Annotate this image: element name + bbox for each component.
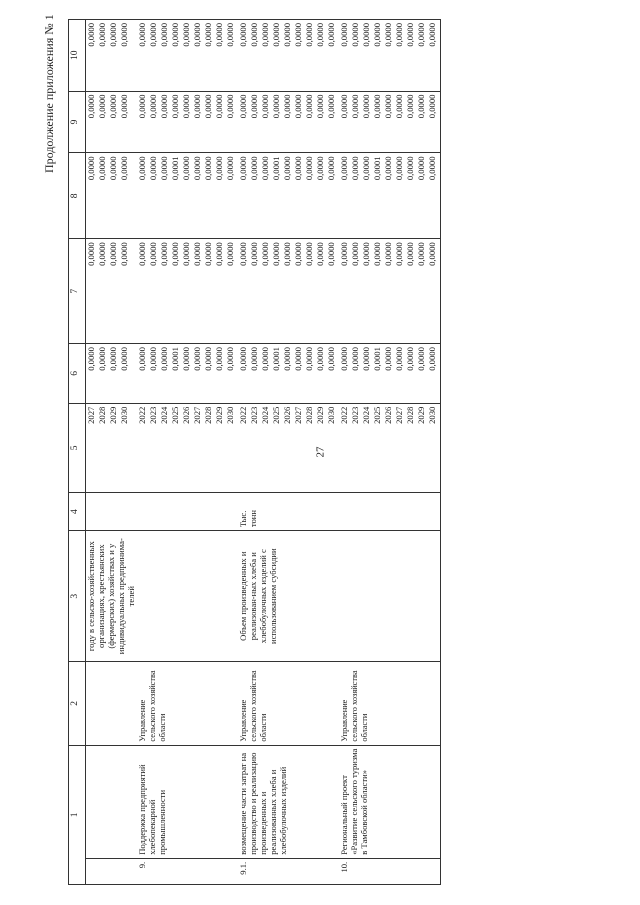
year-value: 2029 bbox=[214, 406, 225, 424]
year-value: 2030 bbox=[225, 406, 236, 424]
numeric-value: 0,0000 bbox=[225, 156, 236, 181]
unit-of-measure bbox=[339, 493, 441, 531]
numeric-value: 0,0000 bbox=[97, 242, 107, 266]
numeric-value: 0,0001 bbox=[170, 156, 181, 181]
numeric-value: 0,0000 bbox=[383, 242, 394, 266]
numeric-value: 0,0000 bbox=[339, 242, 350, 266]
numeric-value: 0,0000 bbox=[383, 23, 394, 47]
unit-of-measure bbox=[86, 493, 138, 531]
appendix-label: Продолжение приложения № 1 bbox=[42, 14, 56, 173]
year-value: 2027 bbox=[192, 406, 203, 424]
numeric-value: 0,0000 bbox=[361, 94, 372, 119]
year-value: 2024 bbox=[260, 406, 271, 424]
numeric-value: 0,0000 bbox=[249, 94, 260, 119]
numeric-value: 0,0000 bbox=[350, 23, 361, 47]
numeric-value: 0,0000 bbox=[238, 156, 249, 181]
numeric-value: 0,0000 bbox=[282, 23, 293, 47]
numeric-value: 0,0000 bbox=[405, 242, 416, 266]
numeric-value: 0,0000 bbox=[203, 94, 214, 119]
numeric-value: 0,0000 bbox=[238, 347, 249, 371]
row-number: 9. bbox=[137, 858, 238, 884]
year-value: 2026 bbox=[282, 406, 293, 424]
numeric-value: 0,0000 bbox=[137, 347, 148, 371]
numeric-value: 0,0000 bbox=[383, 94, 394, 119]
numeric-value: 0,0000 bbox=[304, 242, 315, 266]
value-column-9 bbox=[86, 91, 138, 153]
numeric-value: 0,0000 bbox=[282, 242, 293, 266]
numeric-value: 0,0000 bbox=[394, 347, 405, 371]
value-column-9 bbox=[137, 91, 238, 153]
numeric-value: 0,0000 bbox=[339, 156, 350, 181]
numeric-value: 0,0000 bbox=[203, 156, 214, 181]
numeric-value: 0,0000 bbox=[170, 242, 181, 266]
numeric-value: 0,0000 bbox=[326, 242, 337, 266]
responsible-executor: Управление сельского хозяйства области bbox=[137, 662, 238, 745]
year-value: 2023 bbox=[350, 406, 361, 424]
col-header-2: 2 bbox=[69, 662, 86, 745]
numeric-value: 0,0000 bbox=[416, 23, 427, 47]
numeric-value: 0,0000 bbox=[271, 94, 282, 119]
numeric-value: 0,0001 bbox=[271, 156, 282, 181]
numeric-value: 0,0000 bbox=[249, 156, 260, 181]
numeric-value: 0,0000 bbox=[148, 23, 159, 47]
numeric-value: 0,0000 bbox=[159, 347, 170, 371]
col-header-9: 9 bbox=[69, 91, 86, 153]
numeric-value: 0,0000 bbox=[214, 156, 225, 181]
numeric-value: 0,0000 bbox=[86, 156, 96, 181]
unit-of-measure: Тыс. тонн bbox=[238, 493, 339, 531]
numeric-value: 0,0000 bbox=[427, 156, 438, 181]
numeric-value: 0,0000 bbox=[108, 23, 118, 47]
numeric-value: 0,0000 bbox=[119, 242, 129, 266]
numeric-value: 0,0000 bbox=[159, 156, 170, 181]
numeric-value: 0,0000 bbox=[214, 23, 225, 47]
numeric-value: 0,0000 bbox=[282, 156, 293, 181]
col-header-4: 4 bbox=[69, 493, 86, 531]
numeric-value: 0,0000 bbox=[86, 242, 96, 266]
numeric-value: 0,0000 bbox=[249, 347, 260, 371]
col-header-10: 10 bbox=[69, 20, 86, 92]
value-column-8 bbox=[339, 153, 441, 239]
numeric-value: 0,0000 bbox=[339, 94, 350, 119]
numeric-value: 0,0000 bbox=[181, 23, 192, 47]
responsible-executor: Управление сельского хозяйства области bbox=[238, 662, 339, 745]
value-column-8 bbox=[86, 153, 138, 239]
year-value: 2022 bbox=[238, 406, 249, 424]
numeric-value: 0,0000 bbox=[214, 242, 225, 266]
numeric-value: 0,0000 bbox=[214, 94, 225, 119]
numeric-value: 0,0000 bbox=[394, 156, 405, 181]
numeric-value: 0,0000 bbox=[394, 23, 405, 47]
numeric-value: 0,0000 bbox=[383, 347, 394, 371]
numeric-value: 0,0000 bbox=[293, 23, 304, 47]
value-column-7 bbox=[339, 239, 441, 344]
numeric-value: 0,0000 bbox=[192, 23, 203, 47]
numeric-value: 0,0000 bbox=[260, 156, 271, 181]
value-column-7 bbox=[86, 239, 138, 344]
value-column-6 bbox=[137, 344, 238, 404]
numeric-value: 0,0000 bbox=[181, 242, 192, 266]
col-header-5: 5 bbox=[69, 403, 86, 492]
numeric-value: 0,0000 bbox=[181, 156, 192, 181]
measure-name bbox=[86, 745, 138, 858]
year-value: 2028 bbox=[203, 406, 214, 424]
measure-name: возмещение части затрат на производство и реализацию произведенных и реализованных хлеба и хлебобулочных изделий bbox=[238, 745, 339, 858]
year-value: 2028 bbox=[97, 406, 107, 424]
value-column-7 bbox=[238, 239, 339, 344]
measure-name: Поддержка предприятий хлебопекарной промышленности bbox=[137, 745, 238, 858]
numeric-value: 0,0000 bbox=[260, 347, 271, 371]
value-column-10 bbox=[238, 20, 339, 92]
numeric-value: 0,0000 bbox=[260, 94, 271, 119]
numeric-value: 0,0000 bbox=[225, 94, 236, 119]
numeric-value: 0,0000 bbox=[293, 156, 304, 181]
value-column-10 bbox=[339, 20, 441, 92]
numeric-value: 0,0000 bbox=[383, 156, 394, 181]
year-value: 2030 bbox=[119, 406, 129, 424]
numeric-value: 0,0000 bbox=[159, 23, 170, 47]
numeric-value: 0,0000 bbox=[260, 23, 271, 47]
indicator-table bbox=[68, 19, 441, 885]
numeric-value: 0,0000 bbox=[119, 347, 129, 371]
numeric-value: 0,0000 bbox=[350, 94, 361, 119]
numeric-value: 0,0000 bbox=[137, 94, 148, 119]
numeric-value: 0,0000 bbox=[315, 347, 326, 371]
numeric-value: 0,0000 bbox=[326, 156, 337, 181]
numeric-value: 0,0000 bbox=[304, 347, 315, 371]
value-column-7 bbox=[137, 239, 238, 344]
indicator-name bbox=[137, 531, 238, 662]
numeric-value: 0,0000 bbox=[315, 23, 326, 47]
numeric-value: 0,0000 bbox=[238, 23, 249, 47]
numeric-value: 0,0000 bbox=[119, 156, 129, 181]
numeric-value: 0,0000 bbox=[119, 23, 129, 47]
numeric-value: 0,0000 bbox=[416, 156, 427, 181]
numeric-value: 0,0001 bbox=[271, 347, 282, 371]
numeric-value: 0,0000 bbox=[225, 347, 236, 371]
col-header-6: 6 bbox=[69, 344, 86, 404]
numeric-value: 0,0000 bbox=[427, 23, 438, 47]
numeric-value: 0,0000 bbox=[361, 23, 372, 47]
numeric-value: 0,0000 bbox=[159, 242, 170, 266]
numeric-value: 0,0000 bbox=[416, 94, 427, 119]
numeric-value: 0,0000 bbox=[315, 242, 326, 266]
table-row bbox=[137, 20, 238, 885]
numeric-value: 0,0000 bbox=[249, 242, 260, 266]
numeric-value: 0,0000 bbox=[225, 23, 236, 47]
row-number: 9.1. bbox=[238, 858, 339, 884]
numeric-value: 0,0000 bbox=[293, 347, 304, 371]
col-header-8: 8 bbox=[69, 153, 86, 239]
numeric-value: 0,0000 bbox=[416, 347, 427, 371]
numeric-value: 0,0000 bbox=[97, 23, 107, 47]
numeric-value: 0,0001 bbox=[372, 156, 383, 181]
numeric-value: 0,0000 bbox=[304, 156, 315, 181]
numeric-value: 0,0000 bbox=[86, 94, 96, 119]
numeric-value: 0,0000 bbox=[339, 23, 350, 47]
year-value: 2026 bbox=[383, 406, 394, 424]
numeric-value: 0,0000 bbox=[86, 347, 96, 371]
year-value: 2024 bbox=[159, 406, 170, 424]
numeric-value: 0,0000 bbox=[148, 94, 159, 119]
numeric-value: 0,0000 bbox=[137, 242, 148, 266]
year-value: 2025 bbox=[372, 406, 383, 424]
indicator-name bbox=[339, 531, 441, 662]
numeric-value: 0,0000 bbox=[260, 242, 271, 266]
year-value: 2028 bbox=[405, 406, 416, 424]
numeric-value: 0,0000 bbox=[181, 94, 192, 119]
year-value: 2030 bbox=[427, 406, 438, 424]
year-value: 2024 bbox=[361, 406, 372, 424]
numeric-value: 0,0000 bbox=[97, 347, 107, 371]
numeric-value: 0,0000 bbox=[315, 94, 326, 119]
numeric-value: 0,0000 bbox=[225, 242, 236, 266]
year-value: 2027 bbox=[86, 406, 96, 424]
value-column-8 bbox=[238, 153, 339, 239]
year-value: 2023 bbox=[148, 406, 159, 424]
col-header-7: 7 bbox=[69, 239, 86, 344]
year-value: 2022 bbox=[339, 406, 350, 424]
numeric-value: 0,0000 bbox=[148, 347, 159, 371]
numeric-value: 0,0000 bbox=[416, 242, 427, 266]
numeric-value: 0,0000 bbox=[108, 94, 118, 119]
numeric-value: 0,0000 bbox=[293, 94, 304, 119]
indicator-name: Объем произведенных и реализован-ных хлеба и хлебобулочных изделий с использованием субсидии bbox=[238, 531, 339, 662]
numeric-value: 0,0000 bbox=[137, 23, 148, 47]
numeric-value: 0,0000 bbox=[326, 23, 337, 47]
year-value: 2027 bbox=[394, 406, 405, 424]
value-column-6 bbox=[86, 344, 138, 404]
numeric-value: 0,0000 bbox=[108, 242, 118, 266]
numeric-value: 0,0000 bbox=[271, 23, 282, 47]
numeric-value: 0,0000 bbox=[192, 156, 203, 181]
numeric-value: 0,0000 bbox=[372, 94, 383, 119]
column-header-row bbox=[69, 20, 86, 885]
numeric-value: 0,0000 bbox=[159, 94, 170, 119]
numeric-value: 0,0000 bbox=[339, 347, 350, 371]
numeric-value: 0,0000 bbox=[405, 23, 416, 47]
numeric-value: 0,0000 bbox=[108, 347, 118, 371]
numeric-value: 0,0000 bbox=[203, 347, 214, 371]
numeric-value: 0,0000 bbox=[405, 94, 416, 119]
numeric-value: 0,0000 bbox=[394, 242, 405, 266]
value-column-10 bbox=[86, 20, 138, 92]
numeric-value: 0,0000 bbox=[148, 242, 159, 266]
numeric-value: 0,0000 bbox=[372, 23, 383, 47]
row-number bbox=[86, 858, 138, 884]
numeric-value: 0,0000 bbox=[326, 94, 337, 119]
numeric-value: 0,0000 bbox=[119, 94, 129, 119]
numeric-value: 0,0000 bbox=[293, 242, 304, 266]
numeric-value: 0,0001 bbox=[170, 347, 181, 371]
year-value: 2026 bbox=[181, 406, 192, 424]
numeric-value: 0,0000 bbox=[271, 242, 282, 266]
responsible-executor bbox=[86, 662, 138, 745]
numeric-value: 0,0000 bbox=[282, 94, 293, 119]
numeric-value: 0,0000 bbox=[238, 242, 249, 266]
numeric-value: 0,0000 bbox=[427, 242, 438, 266]
numeric-value: 0,0001 bbox=[372, 347, 383, 371]
col-header-1: 1 bbox=[69, 745, 86, 884]
unit-of-measure bbox=[137, 493, 238, 531]
numeric-value: 0,0000 bbox=[137, 156, 148, 181]
measure-name: Региональный проект «Развитие сельского туризма в Тамбовской области» bbox=[339, 745, 441, 858]
table-row bbox=[86, 20, 138, 885]
value-column-10 bbox=[137, 20, 238, 92]
numeric-value: 0,0000 bbox=[427, 94, 438, 119]
numeric-value: 0,0000 bbox=[238, 94, 249, 119]
value-column-6 bbox=[238, 344, 339, 404]
numeric-value: 0,0000 bbox=[108, 156, 118, 181]
numeric-value: 0,0000 bbox=[192, 94, 203, 119]
numeric-value: 0,0000 bbox=[372, 242, 383, 266]
numeric-value: 0,0000 bbox=[192, 347, 203, 371]
numeric-value: 0,0000 bbox=[361, 347, 372, 371]
year-list bbox=[238, 403, 339, 492]
year-list bbox=[137, 403, 238, 492]
year-value: 2029 bbox=[315, 406, 326, 424]
responsible-executor: Управление сельского хозяйства области bbox=[339, 662, 441, 745]
numeric-value: 0,0000 bbox=[405, 156, 416, 181]
numeric-value: 0,0000 bbox=[304, 23, 315, 47]
value-column-9 bbox=[238, 91, 339, 153]
numeric-value: 0,0000 bbox=[405, 347, 416, 371]
year-value: 2025 bbox=[271, 406, 282, 424]
year-list bbox=[86, 403, 138, 492]
numeric-value: 0,0000 bbox=[214, 347, 225, 371]
year-value: 2023 bbox=[249, 406, 260, 424]
numeric-value: 0,0000 bbox=[282, 347, 293, 371]
value-column-9 bbox=[339, 91, 441, 153]
year-value: 2029 bbox=[108, 406, 118, 424]
numeric-value: 0,0000 bbox=[394, 94, 405, 119]
numeric-value: 0,0000 bbox=[350, 242, 361, 266]
numeric-value: 0,0000 bbox=[249, 23, 260, 47]
numeric-value: 0,0000 bbox=[181, 347, 192, 371]
numeric-value: 0,0000 bbox=[97, 94, 107, 119]
value-column-6 bbox=[339, 344, 441, 404]
numeric-value: 0,0000 bbox=[350, 347, 361, 371]
numeric-value: 0,0000 bbox=[97, 156, 107, 181]
numeric-value: 0,0000 bbox=[203, 242, 214, 266]
numeric-value: 0,0000 bbox=[148, 156, 159, 181]
numeric-value: 0,0000 bbox=[192, 242, 203, 266]
year-value: 2022 bbox=[137, 406, 148, 424]
col-header-3: 3 bbox=[69, 531, 86, 662]
numeric-value: 0,0000 bbox=[86, 23, 96, 47]
year-value: 2028 bbox=[304, 406, 315, 424]
year-value: 2030 bbox=[326, 406, 337, 424]
numeric-value: 0,0000 bbox=[304, 94, 315, 119]
table-row bbox=[238, 20, 339, 885]
numeric-value: 0,0000 bbox=[350, 156, 361, 181]
table-row bbox=[339, 20, 441, 885]
year-value: 2025 bbox=[170, 406, 181, 424]
year-list bbox=[339, 403, 441, 492]
numeric-value: 0,0000 bbox=[326, 347, 337, 371]
numeric-value: 0,0000 bbox=[315, 156, 326, 181]
indicator-name: году в сельско-хозяйственных организациях, крестьянских (фермерских) хозяйствах и у индивидуальных предпринима-телей bbox=[86, 531, 138, 662]
numeric-value: 0,0000 bbox=[203, 23, 214, 47]
year-value: 2029 bbox=[416, 406, 427, 424]
row-number: 10. bbox=[339, 858, 441, 884]
value-column-8 bbox=[137, 153, 238, 239]
numeric-value: 0,0000 bbox=[170, 94, 181, 119]
numeric-value: 0,0000 bbox=[361, 156, 372, 181]
page-number-text: 27 bbox=[314, 446, 326, 458]
numeric-value: 0,0000 bbox=[170, 23, 181, 47]
year-value: 2027 bbox=[293, 406, 304, 424]
numeric-value: 0,0000 bbox=[361, 242, 372, 266]
numeric-value: 0,0000 bbox=[427, 347, 438, 371]
